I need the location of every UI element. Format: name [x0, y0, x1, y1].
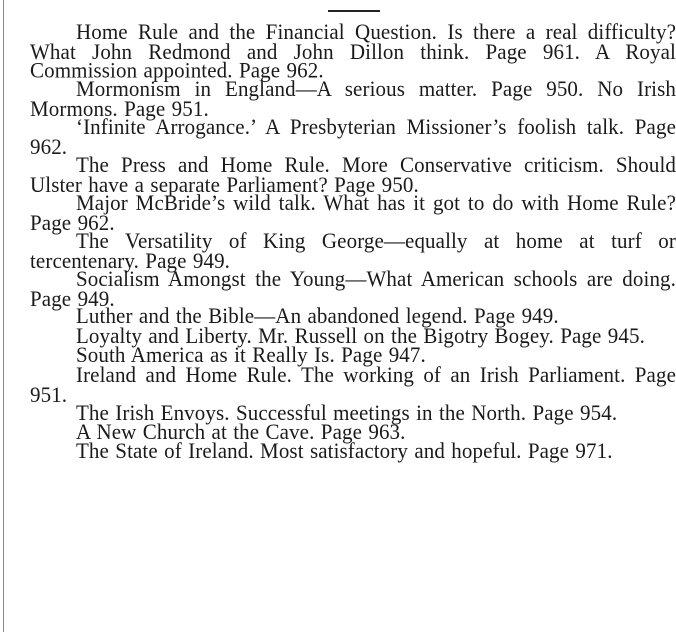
contents-entry: A New Church at the Cave. Page 963. [76, 418, 406, 445]
contents-entry: Loyalty and Liberty. Mr. Russell on the Bigotry Bogey. Page 945. [76, 322, 645, 348]
contents-entry: The Versatility of King George—equally at home at turf or tercentenary. Page 949. [30, 227, 676, 273]
contents-entry: Home Rule and the Financial Question. Is there a real difficulty? What John Redmond and John Dillon think. Page 961. A Royal Commission appointed. Page 962. [30, 18, 676, 84]
contents-entry: Major McBride’s wild talk. What has it got to do with Home Rule? Page 962. [30, 189, 676, 235]
contents-entry: Mormonism in England—A serious matter. Page 950. No Irish Mormons. Page 951. [30, 75, 676, 121]
column-rule [3, 0, 4, 632]
contents-entry: Socialism Amongst the Young—What American schools are doing. Page 949. [30, 265, 676, 311]
top-divider [328, 10, 380, 12]
contents-entry: The Irish Envoys. Successful meetings in the North. Page 954. [76, 399, 618, 425]
contents-entry: South America as it Really Is. Page 947. [76, 342, 426, 368]
contents-entry: The Press and Home Rule. More Conservative criticism. Should Ulster have a separate Parliament? Page 950. [30, 151, 676, 197]
contents-column [30, 18, 676, 464]
contents-entry: The State of Ireland. Most satisfactory and hopeful. Page 971. [76, 438, 613, 464]
contents-entry: Ireland and Home Rule. The working of an Irish Parliament. Page 951. [30, 361, 676, 407]
contents-entry: Luther and the Bible—An abandoned legend. Page 949. [76, 303, 559, 329]
contents-entry: ‘Infinite Arrogance.’ A Presbyterian Missioner’s foolish talk. Page 962. [30, 113, 676, 159]
